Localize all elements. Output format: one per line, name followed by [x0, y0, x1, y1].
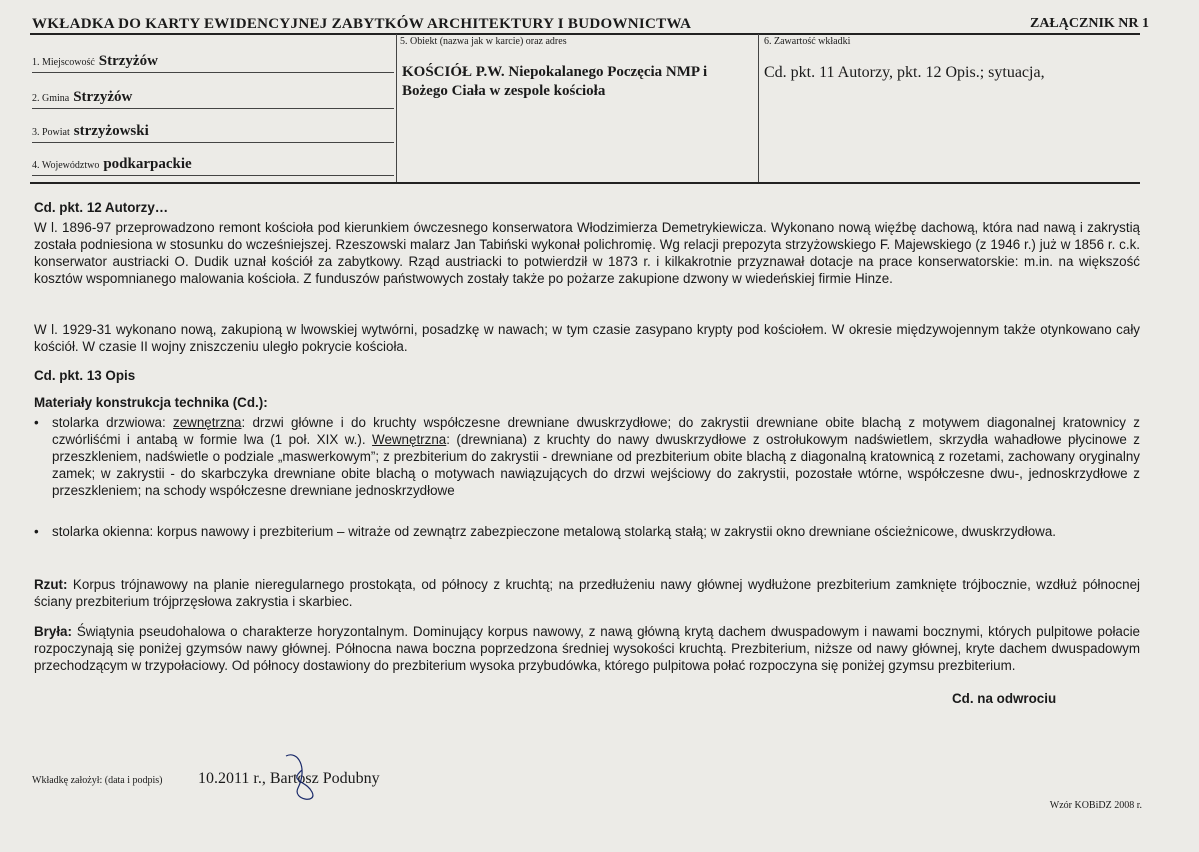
column-divider: [396, 34, 397, 182]
contents-value: Cd. pkt. 11 Autorzy, pkt. 12 Opis.; sytuacja,: [764, 64, 1045, 81]
field-value: Strzyżów: [73, 89, 133, 105]
rzut-paragraph: [34, 576, 1140, 610]
template-version: Wzór KOBiDZ 2008 r.: [1049, 800, 1142, 811]
field-commune: [32, 88, 394, 109]
column-divider: [758, 34, 759, 182]
bryla-paragraph: [34, 623, 1140, 674]
form-title: WKŁADKA DO KARTY EWIDENCYJNEJ ZABYTKÓW ARCHITEKTURY I BUDOWNICTWA: [32, 16, 692, 32]
field-label: 4. Województwo: [32, 160, 100, 171]
field-label: 2. Gmina: [32, 93, 70, 104]
field-label: 3. Powiat: [32, 127, 70, 138]
field-value: strzyżowski: [73, 123, 149, 139]
section12-heading: Cd. pkt. 12 Autorzy…: [34, 200, 169, 215]
top-divider: [30, 33, 1140, 35]
section-divider: [30, 182, 1140, 184]
footer-value: 10.2011 r., Bartosz Podubny: [198, 770, 380, 787]
continued-note: Cd. na odwrociu: [952, 691, 1057, 706]
footer-label: Wkładkę założył: (data i podpis): [32, 775, 163, 786]
section13-heading: Cd. pkt. 13 Opis: [34, 368, 136, 383]
field-county: [32, 122, 394, 143]
list-item-text: stolarka drzwiowa: zewnętrzna: drzwi główne i do kruchty współczesne drewniane dwuskrzydłowe; do zakrystii drewniane obite blachą z motywem diagonalnej kratownicy z czwórliśćmi i antabą w formie lwa (1 poł. XIX w.). Wewnętrzna: (drewniana) z kruchty do nawy dwuskrzydłowe z ostrołukowym nadświetlem, skrzydła wahadłowe płycinowe z przeszkleniem, nadświetle o podziale „maswerkowym”; z prezbiterium do zakrystii - drewniane od prezbiterium obite blachą z diagonalną kratownicą z rozetami, zachowany oryginalny zamek; w zakrystii - do skarbczyka drewniane obite blachą o motywach nawiązujących do drzwi wejściowy do zakrystii, pozostałe wtórne, współczesne dwu-, jednoskrzydłowe z przeszkleniem; na schody współczesne drewniane jednoskrzydłowe: [52, 415, 1140, 498]
list-item: [34, 523, 1140, 540]
bullet-icon: •: [34, 415, 39, 430]
rzut-label: Rzut:: [34, 577, 68, 592]
bryla-text: Świątynia pseudohalowa o charakterze horyzontalnym. Dominujący korpus nawowy, z nawą główną krytą dachem dwuspadowym i nawami bocznymi, których pulpitowe połacie rozpoczynają się poniżej gzymsów nawy głównej. Północna nawa boczna poprzedzona średniej wysokości kruchtą. Prezbiterium, niższe od nawy głównej, kryte dachem dwuspadowym przechodzącym w trzypołaciowy. Od północy dostawiony do prezbiterium wysoka przybudówka, którego pulpitowa połać rozpoczyna się poniżej gzymsu prezbiterium.: [34, 624, 1140, 673]
object-label: 5. Obiekt (nazwa jak w karcie) oraz adres: [400, 36, 567, 47]
field-label: 1. Miejscowość: [32, 57, 95, 68]
section12-paragraph: W l. 1896-97 przeprowadzono remont kościoła pod kierunkiem ówczesnego konserwatora Włodzimierza Demetrykiewicza. Wykonano nową więźbę dachową, która nad nawą i zakrystią została podniesiona w stosunku do wcześniejszej. Rzeszowski malarz Jan Tabiński wykonał polichromię. Wg relacji prepozyta strzyżowskiego F. Majewskiego (z 1946 r.) już w 1856 r. c.k. konserwator austriacki O. Dudik uznał kościół za zabytkowy. Rząd austriacki to potwierdził w 1873 r. i kilkakrotnie przyznawał dotacje na prace konserwatorskie: m.in. na większość kosztów wspomnianego malowania kościoła. Z funduszów państwowych zostały także po pożarze zakupione dzwony w wiedeńskiej firmie Hinze.: [34, 220, 1140, 286]
bullet-icon: •: [34, 524, 39, 539]
field-value: Strzyżów: [98, 53, 158, 69]
rzut-text: Korpus trójnawowy na planie nieregularnego prostokąta, od północy z kruchtą; na przedłużeniu nawy głównej wydłużone prezbiterium zamknięte trójbocznie, wzdłuż północnej ściany prezbiterium trójprzęsłowa zakrystia i skarbiec.: [34, 577, 1140, 609]
list-item: [34, 414, 1140, 499]
list-item-text: stolarka okienna: korpus nawowy i prezbiterium – witraże od zewnątrz zabezpieczone metalową stolarką stałą; w zakrystii okno drewniane ościeżnicowe, dwuskrzydłowa.: [52, 524, 1057, 539]
field-voivodeship: [32, 155, 394, 176]
object-name: KOŚCIÓŁ P.W. Niepokalanego Poczęcia NMP i Bożego Ciała w zespole kościoła: [402, 64, 708, 99]
signature-icon: [268, 748, 338, 808]
annex-label: ZAŁĄCZNIK NR 1: [1029, 16, 1149, 31]
field-value: podkarpackie: [103, 156, 192, 172]
contents-label: 6. Zawartość wkładki: [764, 36, 851, 47]
field-locality: [32, 52, 394, 73]
bryla-label: Bryła:: [34, 624, 72, 639]
section12-paragraph: W l. 1929-31 wykonano nową, zakupioną w lwowskiej wytwórni, posadzkę w nawach; w tym czasie zasypano krypty pod kościołem. W okresie międzywojennym także otynkowano cały kościół. W czasie II wojny zniszczeniu uległo pokrycie kościoła.: [34, 322, 1140, 354]
materials-heading: Materiały konstrukcja technika (Cd.):: [34, 395, 268, 410]
